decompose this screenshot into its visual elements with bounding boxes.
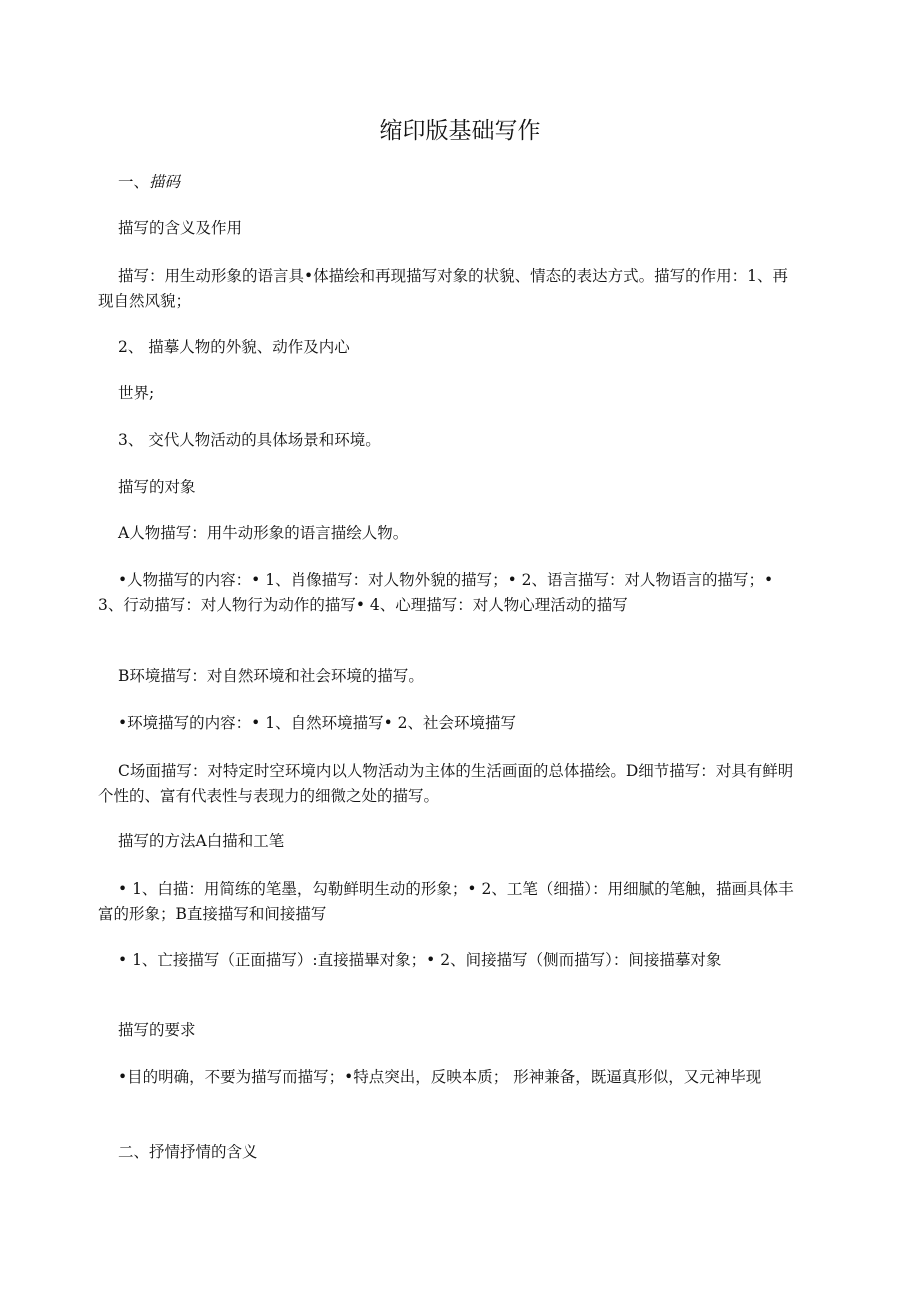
paragraph: •人物描写的内容：• 1、肖像描写：对人物外貌的描写；• 2、语言描写：对人物语言的描写；• 3、行动描写：对人物行为动作的描写• 4、心理描写：对人物心理活动的描写 bbox=[98, 571, 774, 614]
paragraph: 描写的对象 bbox=[118, 478, 196, 496]
paragraph: A人物描写：用牛动形象的语言描绘人物。 bbox=[118, 524, 409, 542]
paragraph: 世界; bbox=[118, 384, 155, 402]
section-heading bbox=[98, 170, 798, 195]
document-title: 缩印版基础写作 bbox=[379, 118, 541, 144]
paragraph: B环境描写：对自然环境和社会环境的描写。 bbox=[118, 667, 424, 685]
paragraph: 描写的要求 bbox=[118, 1021, 196, 1039]
section-number: 一、 bbox=[118, 173, 150, 191]
paragraph: 描写的方法A白描和工笔 bbox=[118, 832, 285, 850]
paragraph: • 1、白描：用简练的笔墨，勾勒鲜明生动的形象；• 2、工笔（细描）：用细腻的笔触，描画具体丰富的形象；B直接描写和间接描写 bbox=[98, 880, 794, 923]
paragraph: 二、抒情抒情的含义 bbox=[118, 1143, 258, 1161]
paragraph: •环境描写的内容：• 1、自然环境描写• 2、社会环境描写 bbox=[118, 714, 517, 732]
paragraph: •目的明确，不要为描写而描写；•特点突出，反映本质； 形神兼备，既逼真形似，又元神毕现 bbox=[118, 1068, 762, 1086]
paragraph: • 1、亡接描写（正面描写）:直接描畢对象；• 2、间接描写（侧而描写）：间接描摹对象 bbox=[118, 951, 722, 969]
paragraph: 2、 描摹人物的外貌、动作及内心 bbox=[118, 338, 350, 356]
section-title: 描码 bbox=[149, 173, 181, 191]
paragraph: 描写的含义及作用 bbox=[118, 219, 243, 237]
paragraph: 描写：用生动形象的语言具•体描绘和再现描写对象的状貌、情态的表达方式。描写的作用：1、再现自然风貌； bbox=[98, 267, 789, 310]
paragraph: C场面描写：对特定时空环境内以人物活动为主体的生活画面的总体描绘。D细节描写：对具有鲜明个性的、富有代表性与表现力的细微之处的描写。 bbox=[98, 762, 794, 805]
paragraph: 3、 交代人物活动的具体场景和环境。 bbox=[118, 431, 381, 449]
